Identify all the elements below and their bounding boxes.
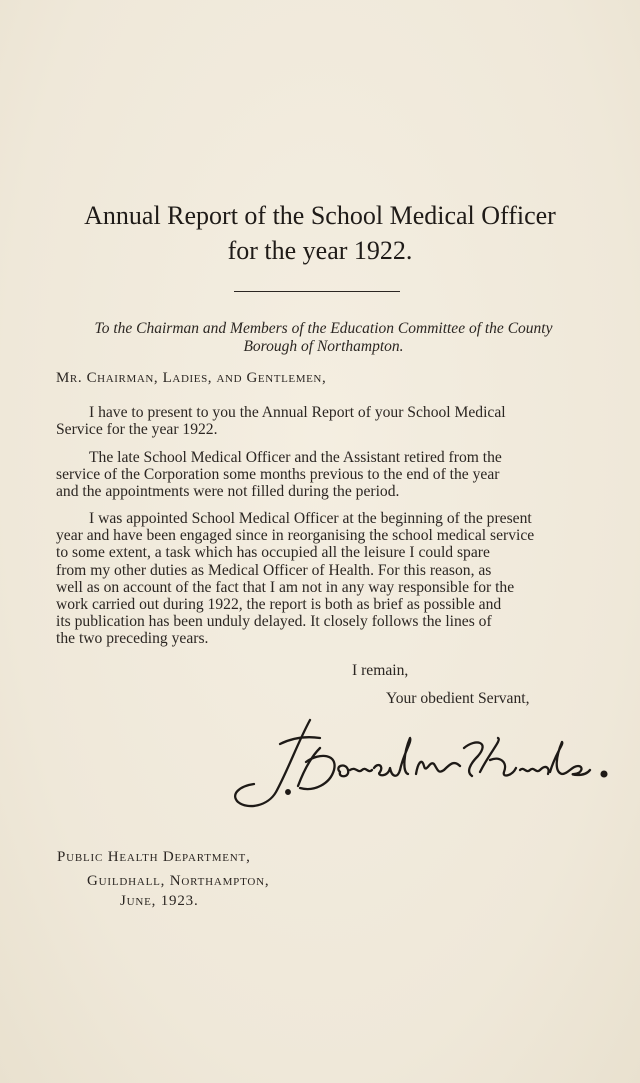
title-divider <box>234 291 400 292</box>
paragraph-line: service of the Corporation some months previous to the end of the year <box>56 466 500 484</box>
address-line-2: Borough of Northampton. <box>243 338 404 355</box>
salutation: Mr. Chairman, Ladies, and Gentlemen, <box>56 370 327 386</box>
paragraph-line: The late School Medical Officer and the Assistant retired from the <box>89 449 502 466</box>
paragraph-line: and the appointments were not filled during the period. <box>56 483 400 501</box>
closing-servant: Your obedient Servant, <box>386 690 530 707</box>
signature-text: J. Donald McKindle. <box>228 815 237 816</box>
paragraph-line: year and have been engaged since in reorganising the school medical service <box>56 527 535 545</box>
title-line-1: Annual Report of the School Medical Officer <box>84 201 556 230</box>
closing-remain: I remain, <box>352 662 409 679</box>
paragraph-2 <box>56 449 591 501</box>
paragraph-line: to some extent, a task which has occupied all the leisure I could spare <box>56 544 490 562</box>
department-line-3: June, 1923. <box>120 893 199 909</box>
address-block <box>56 320 591 356</box>
department-line-1: Public Health Department, <box>57 849 251 865</box>
paragraph-line: from my other duties as Medical Officer of Health. For this reason, as <box>56 561 492 579</box>
paragraph-line: its publication has been unduly delayed. It closely follows the lines of <box>56 613 492 631</box>
title-line-2: for the year 1922. <box>227 236 413 265</box>
paragraph-line: the two preceding years. <box>56 630 209 648</box>
paragraph-line: work carried out during 1922, the report is both as brief as possible and <box>56 596 502 614</box>
paragraph-1 <box>56 404 591 438</box>
handwritten-signature <box>228 712 618 816</box>
paragraph-line: I have to present to you the Annual Report of your School Medical <box>89 404 506 421</box>
report-title <box>0 198 640 268</box>
department-line-2: Guildhall, Northampton, <box>87 873 270 889</box>
address-line-1: To the Chairman and Members of the Education Committee of the County <box>94 320 553 337</box>
paragraph-line: well as on account of the fact that I am not in any way responsible for the <box>56 578 515 596</box>
paragraph-3 <box>56 510 591 648</box>
paragraph-line: Service for the year 1922. <box>56 421 218 439</box>
paragraph-line: I was appointed School Medical Officer at the beginning of the present <box>89 510 532 527</box>
